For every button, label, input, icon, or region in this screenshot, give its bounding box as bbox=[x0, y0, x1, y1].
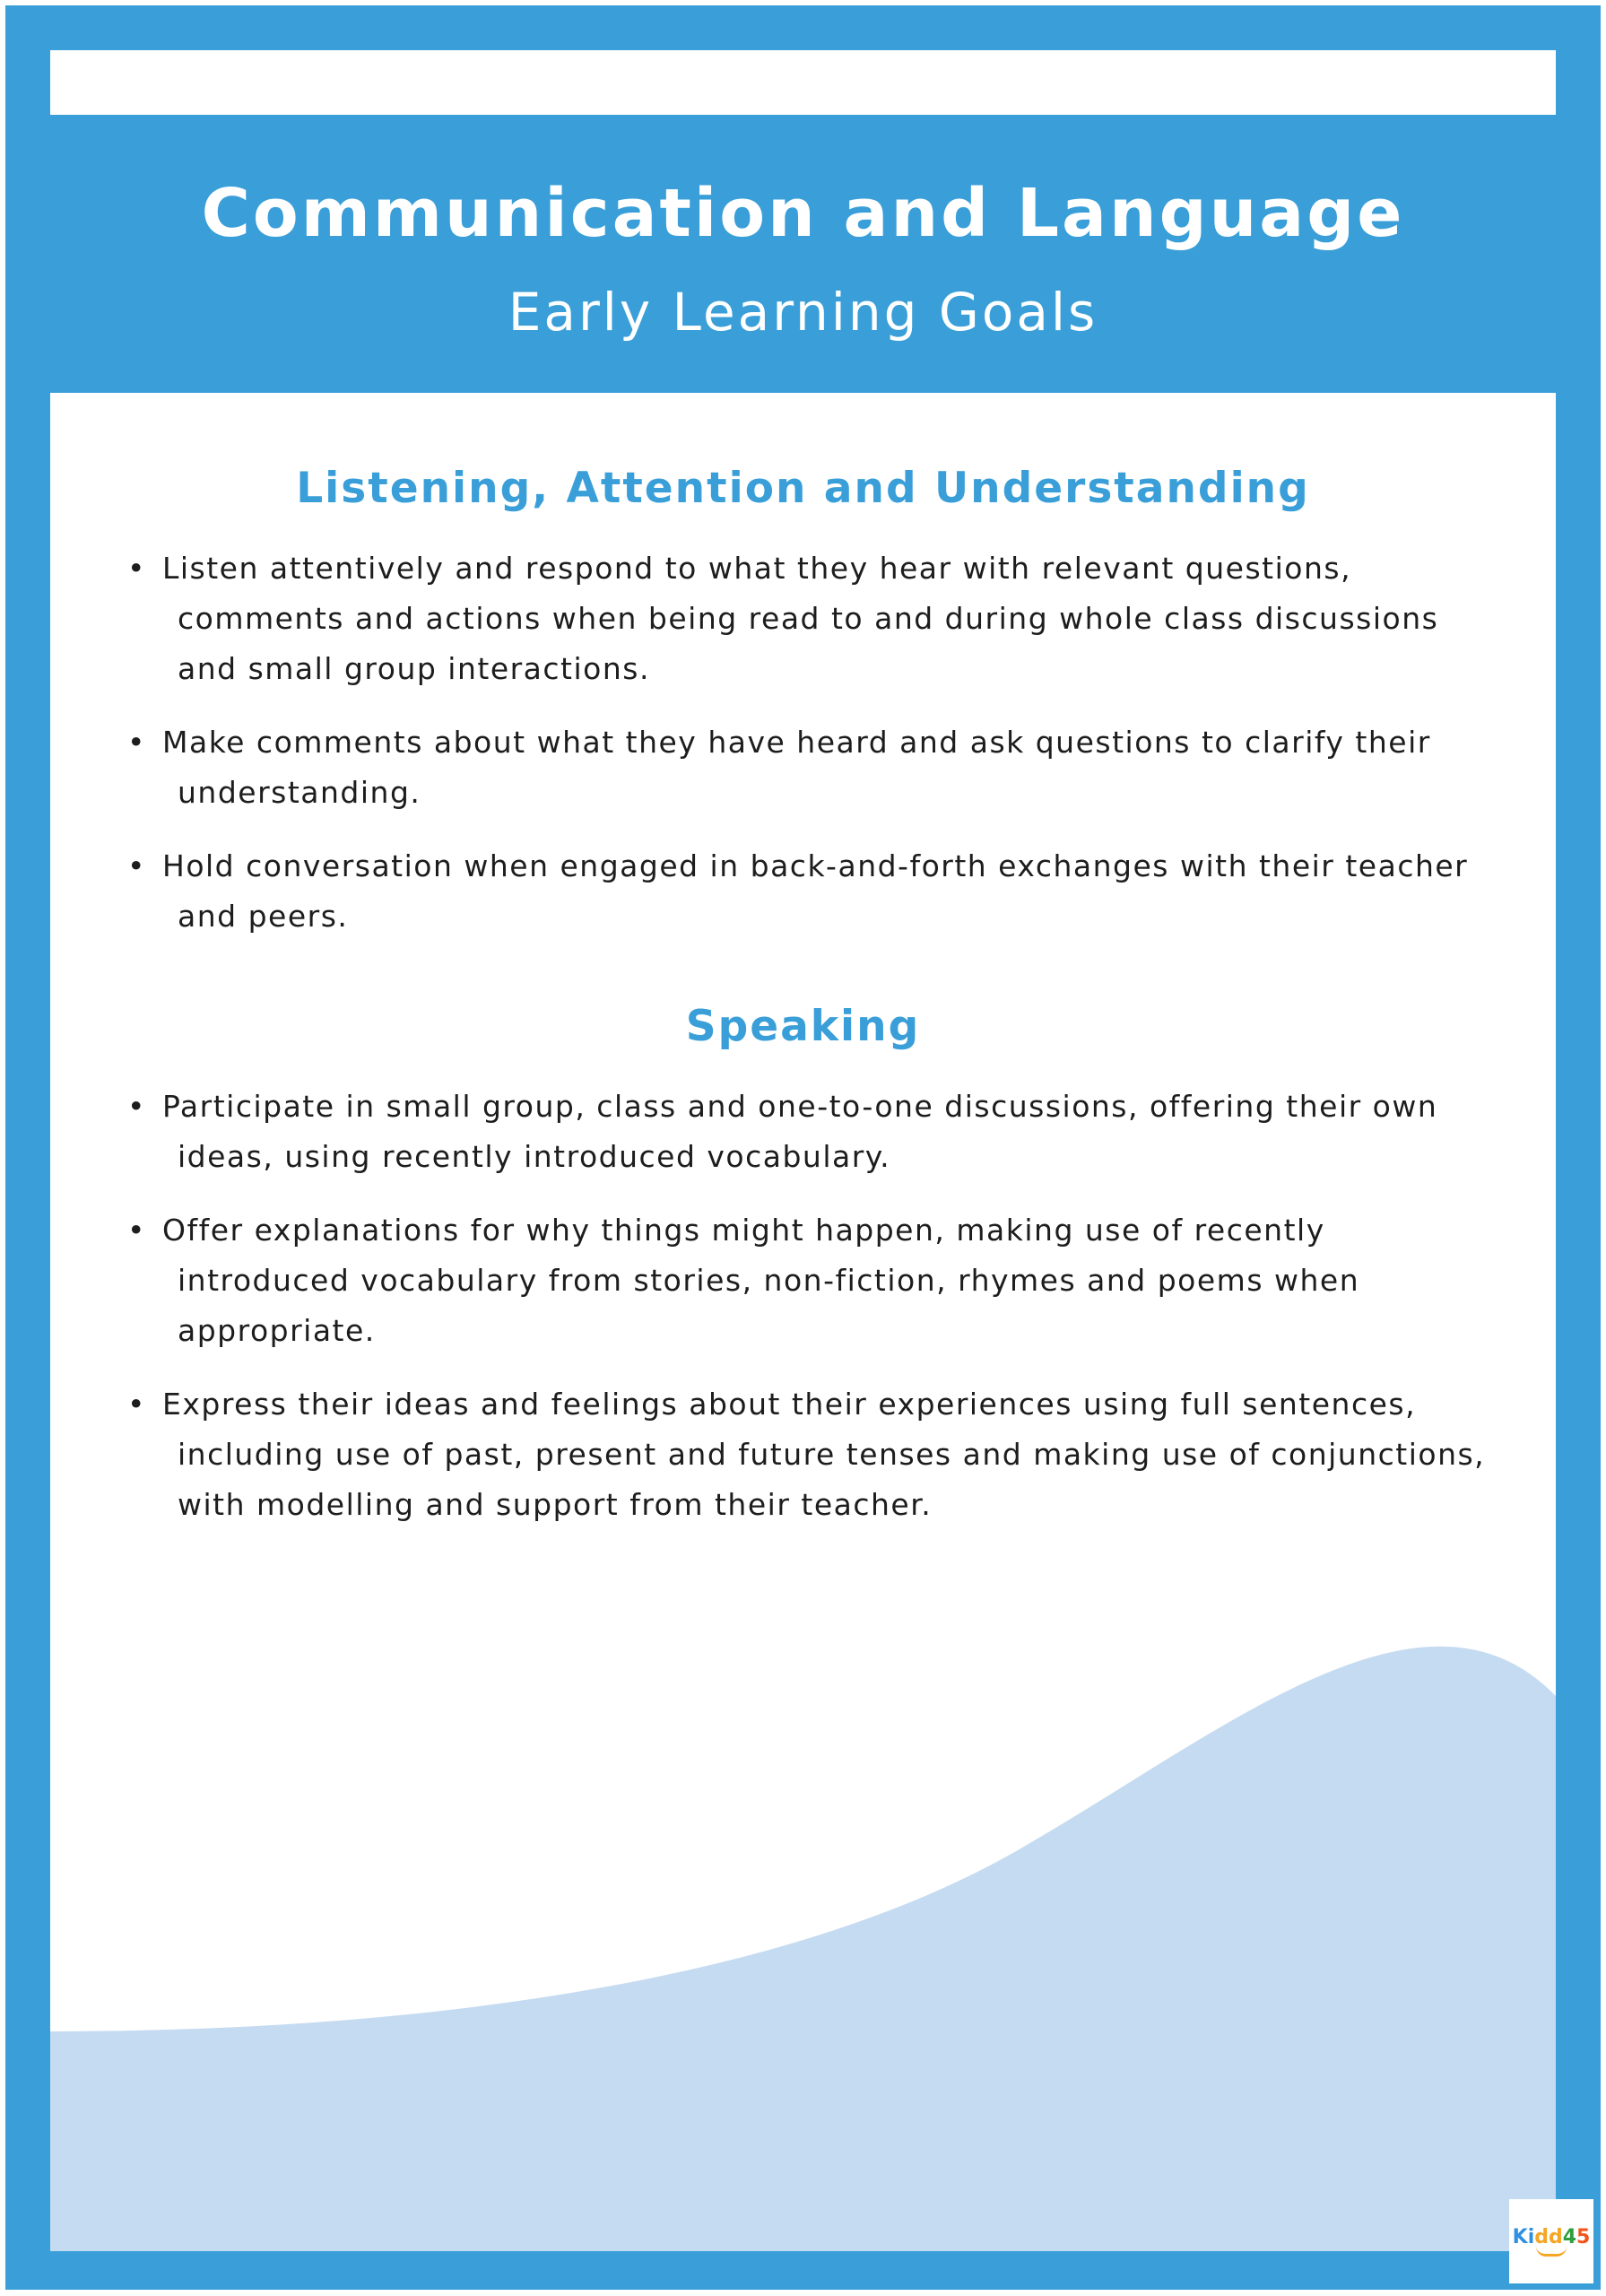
goal-text: Make comments about what they have heard and ask questions to clarify their understanding. bbox=[162, 725, 1431, 810]
logo-smile-icon bbox=[1536, 2247, 1567, 2257]
page-subtitle: Early Learning Goals bbox=[508, 282, 1098, 343]
page-title: Communication and Language bbox=[201, 175, 1405, 252]
bullet-icon: • bbox=[127, 725, 146, 760]
list-item bbox=[50, 1379, 1556, 1530]
logo-letter: 4 bbox=[1562, 2225, 1577, 2248]
bullet-icon: • bbox=[127, 1213, 146, 1248]
list-item bbox=[50, 1082, 1556, 1182]
logo-letter: d bbox=[1548, 2225, 1563, 2248]
list-item bbox=[50, 841, 1556, 942]
logo-letter: i bbox=[1527, 2225, 1535, 2248]
logo-letter: K bbox=[1512, 2225, 1528, 2248]
wave-shape bbox=[50, 1647, 1556, 2251]
logo-letter: d bbox=[1534, 2225, 1549, 2248]
goal-text: Offer explanations for why things might happen, making use of recently introduced vocabulary from stories, non-fiction, rhymes and poems when appropriate. bbox=[162, 1213, 1360, 1348]
header-banner bbox=[50, 115, 1556, 393]
list-item bbox=[50, 544, 1556, 694]
bullet-icon: • bbox=[127, 1089, 146, 1124]
section-listening bbox=[50, 457, 1556, 965]
goal-text: Express their ideas and feelings about their experiences using full sentences, including use of past, present and future tenses and making use of conjunctions, with modelling and support from their teacher. bbox=[162, 1387, 1486, 1522]
logo-letter: 5 bbox=[1576, 2225, 1591, 2248]
goal-list bbox=[50, 544, 1556, 942]
section-speaking bbox=[50, 996, 1556, 1553]
goal-list bbox=[50, 1082, 1556, 1530]
kiddy5-logo bbox=[1509, 2199, 1593, 2283]
goal-text: Hold conversation when engaged in back-and-forth exchanges with their teacher and peers. bbox=[162, 848, 1469, 934]
section-heading: Listening, Attention and Understanding bbox=[296, 464, 1310, 513]
logo-wordmark bbox=[1513, 2227, 1591, 2248]
goal-text: Participate in small group, class and one-to-one discussions, offering their own ideas, using recently introduced vocabulary. bbox=[162, 1089, 1438, 1174]
bullet-icon: • bbox=[127, 1387, 146, 1422]
top-strip bbox=[50, 50, 1556, 115]
section-heading: Speaking bbox=[685, 1002, 921, 1051]
bullet-icon: • bbox=[127, 551, 146, 586]
content-panel bbox=[50, 393, 1556, 2251]
list-item bbox=[50, 718, 1556, 818]
bullet-icon: • bbox=[127, 848, 146, 883]
goal-text: Listen attentively and respond to what they hear with relevant questions, comments and actions when being read to and during whole class discussions and small group interactions. bbox=[162, 551, 1439, 686]
list-item bbox=[50, 1205, 1556, 1356]
